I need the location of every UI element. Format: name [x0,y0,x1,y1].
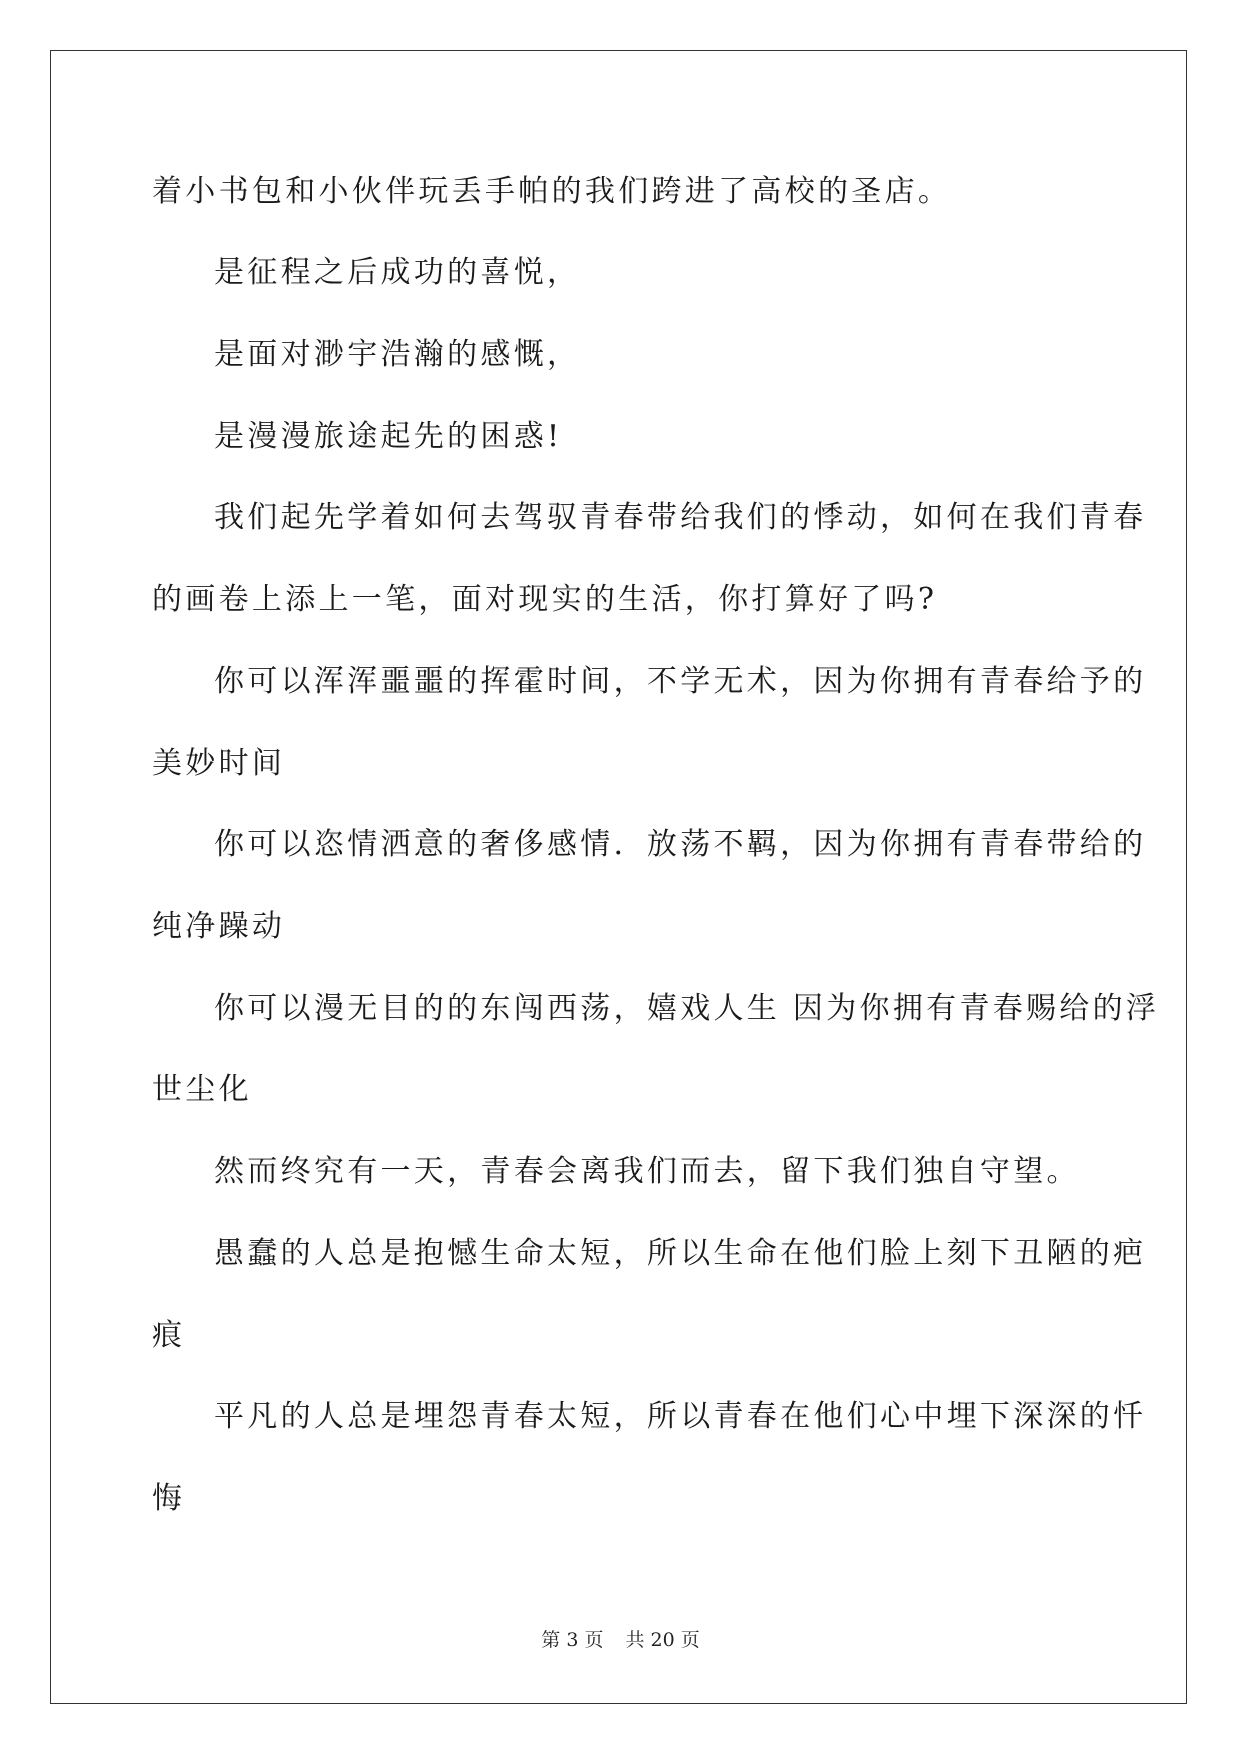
text-line: 着小书包和小伙伴玩丢手帕的我们跨进了高校的圣店。 [152,174,952,209]
page-border [50,50,1187,1704]
text-line: 痕 [152,1318,186,1353]
page-number: 第 3 页 [541,1629,604,1651]
text-line: 是面对渺宇浩瀚的感慨， [214,337,581,372]
text-line: 美妙时间 [152,746,286,781]
text-line: 世尘化 [152,1072,252,1107]
text-line: 你可以浑浑噩噩的挥霍时间，不学无术，因为你拥有青春给予的 [214,664,1147,699]
text-line: 我们起先学着如何去驾驭青春带给我们的悸动，如何在我们青春 [214,500,1147,535]
text-line: 平凡的人总是埋怨青春太短，所以青春在他们心中埋下深深的忏 [214,1399,1147,1434]
text-line: 愚蠢的人总是抱憾生命太短，所以生命在他们脸上刻下丑陋的疤 [214,1236,1147,1271]
text-line: 悔 [152,1481,186,1516]
text-line: 你可以漫无目的的东闯西荡，嬉戏人生 因为你拥有青春赐给的浮 [214,991,1160,1026]
text-line: 的画卷上添上一笔，面对现实的生活，你打算好了吗? [152,582,938,617]
text-line: 是漫漫旅途起先的困惑! [214,419,563,454]
text-line: 是征程之后成功的喜悦， [214,255,581,290]
page-footer [0,1625,1241,1652]
text-line: 纯净躁动 [152,909,286,944]
text-line: 你可以恣情洒意的奢侈感情．放荡不羁，因为你拥有青春带给的 [214,827,1147,862]
text-line: 然而终究有一天，青春会离我们而去，留下我们独自守望。 [214,1154,1080,1189]
page-total: 共 20 页 [625,1629,700,1651]
